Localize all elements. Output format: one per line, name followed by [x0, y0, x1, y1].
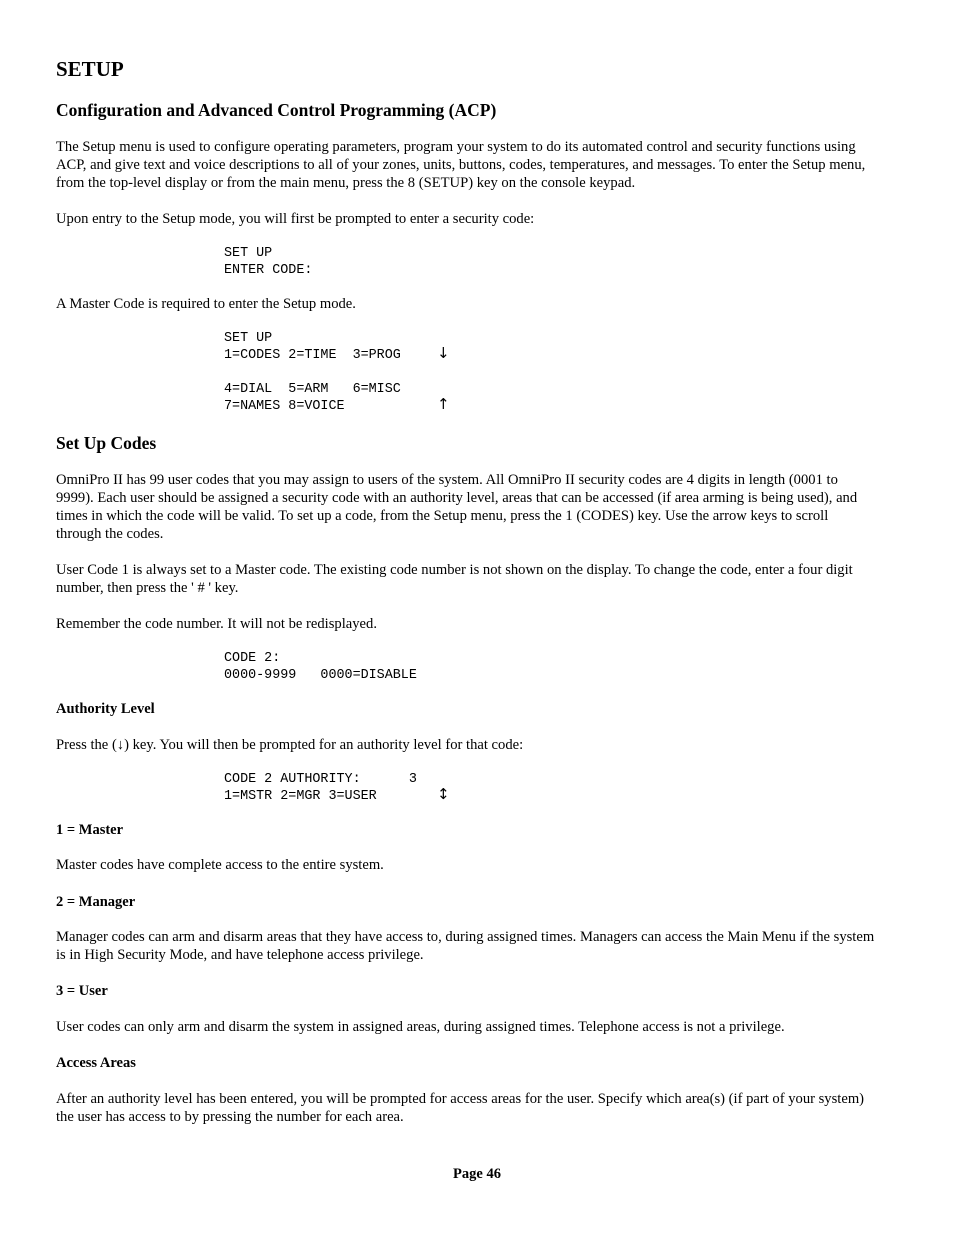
- arrow-updown-icon: ↕: [437, 785, 450, 803]
- page-number: Page 46: [453, 1166, 501, 1182]
- display-enter-code: SET UP ENTER CODE:: [224, 246, 313, 278]
- paragraph-user-codes: OmniPro II has 99 user codes that you may assign to users of the system. All OmniPro II security codes are 4 digits in length (0001 to 9999). Each user should be assigned a security code with an authority level, areas that can be accessed (if area arming is being used), and times in which the code will be valid. To set up a code, from the Setup menu, press the 1 (CODES) key. Use the arrow keys to scroll through the codes.: [56, 472, 858, 542]
- paragraph-master: Master codes have complete access to the entire system.: [56, 857, 384, 873]
- arrow-down-icon: ↓: [437, 344, 450, 362]
- paragraph-manager: Manager codes can arm and disarm areas that they have access to, during assigned times. Managers can access the Main Menu if the system is in High Security Mode, and have telephone access privilege.: [56, 929, 875, 963]
- display-authority: CODE 2 AUTHORITY: 3 1=MSTR 2=MGR 3=USER: [224, 772, 417, 804]
- subheading-manager: 2 = Manager: [56, 894, 136, 910]
- section-heading-acp: Configuration and Advanced Control Programming (ACP): [56, 100, 497, 120]
- paragraph-remember: Remember the code number. It will not be redisplayed.: [56, 616, 377, 632]
- subheading-user: 3 = User: [56, 983, 108, 999]
- section-heading-codes: Set Up Codes: [56, 433, 157, 453]
- display-setup-menu: SET UP 1=CODES 2=TIME 3=PROG 4=DIAL 5=ARM 6=MISC 7=NAMES 8=VOICE: [224, 331, 401, 414]
- subheading-access-areas: Access Areas: [56, 1055, 136, 1071]
- paragraph-code-one: User Code 1 is always set to a Master code. The existing code number is not shown on the display. To change the code, enter a four digit number, then press the ' # ' key.: [56, 562, 853, 596]
- display-code-entry: CODE 2: 0000-9999 0000=DISABLE: [224, 651, 417, 683]
- subheading-master: 1 = Master: [56, 822, 124, 838]
- paragraph-master-code: A Master Code is required to enter the Setup mode.: [56, 296, 356, 312]
- paragraph-setup-intro: The Setup menu is used to configure operating parameters, program your system to do its automated control and security functions using ACP, and give text and voice descriptions to all of your zones, units, buttons, codes, temperatures, and messages. To enter the Setup menu, from the top-level display or from the main menu, press the 8 (SETUP) key on the console keypad.: [56, 139, 866, 191]
- paragraph-user: User codes can only arm and disarm the system in assigned areas, during assigned times. Telephone access is not a privilege.: [56, 1019, 785, 1035]
- arrow-up-icon: ↑: [437, 395, 450, 413]
- paragraph-authority: Press the (↓) key. You will then be prompted for an authority level for that code:: [56, 737, 524, 753]
- paragraph-access-areas: After an authority level has been entered, you will be prompted for access areas for the user. Specify which area(s) (if part of your system) the user has access to by pressing the number for each area.: [56, 1091, 865, 1125]
- page-title: SETUP: [56, 57, 124, 81]
- subheading-authority: Authority Level: [56, 701, 155, 717]
- paragraph-security-prompt: Upon entry to the Setup mode, you will first be prompted to enter a security code:: [56, 211, 535, 227]
